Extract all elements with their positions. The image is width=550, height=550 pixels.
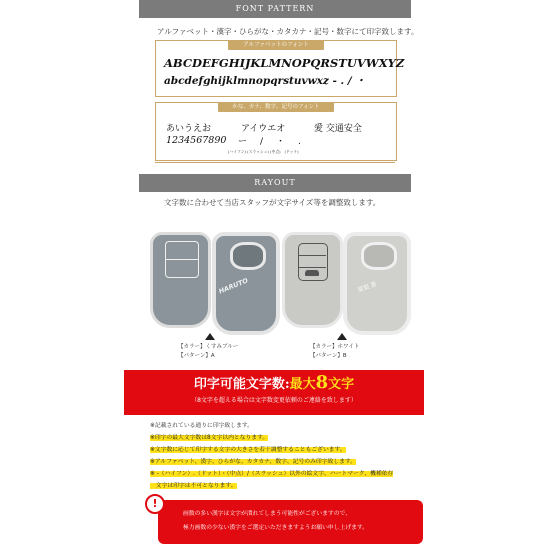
- note-3-text: ※文字数に応じて印字する文字の大きさを若干調整することもございます。: [150, 447, 346, 453]
- katakana-sample: アイウエオ: [241, 124, 286, 134]
- limit-max-suffix: 文字: [328, 377, 355, 392]
- kana-font-label: かな、カナ、数字、記号のフォント: [218, 102, 334, 112]
- key-b-front: [282, 232, 343, 328]
- digits-sample: 1234567890: [166, 135, 227, 146]
- kana-font-box: [155, 102, 397, 161]
- character-limit-banner: [124, 370, 424, 415]
- note-6: [150, 481, 237, 491]
- note-6-text: 文字は印字は不可となります。: [150, 483, 237, 489]
- button-divider: [298, 267, 326, 268]
- key-a-front: [150, 232, 211, 328]
- limit-heading: 印字可能文字数:: [193, 377, 290, 392]
- note-2: [150, 433, 268, 443]
- note-4-text: ※アルファベット、漢字、ひらがな、カタカナ、数字、記号のみ印字致します。: [150, 459, 357, 465]
- note-5-text: ※ -（ハイフン）.（ドット）・（中点）/（スラッシュ）以外の絵文字、ハートマーク、機種依存: [150, 471, 394, 477]
- exclamation-icon: !: [145, 494, 165, 514]
- key-b-engraving: 愛梨 蒼: [356, 280, 378, 295]
- alphabet-uppercase: ABCDEFGHIJKLMNOPQRSTUVWXYZ: [164, 56, 405, 70]
- font-divider: [155, 162, 395, 163]
- caption-b-pattern: 【パターン】B: [310, 353, 347, 359]
- font-pattern-intro: アルファベット・漢字・ひらがな・カタカナ・記号・数字にて印字致します。: [157, 27, 419, 36]
- note-1: ※記載されている通りに印字致します。: [150, 423, 253, 429]
- alphabet-lowercase: abcdefghijklmnopqrstuvwxz - . / ・: [164, 75, 366, 87]
- layout-banner: RAYOUT: [139, 174, 411, 192]
- symbol-names: (ハイフン) (スラッシュ) (中点) (ドット): [228, 149, 299, 154]
- key-b-back: [343, 232, 411, 335]
- kanji-sample: 愛 交通安全: [314, 124, 362, 134]
- symbols-sample: ー / ・ .: [238, 137, 303, 147]
- key-ring-hole-icon: [361, 242, 397, 270]
- pointer-arrow-b-icon: [337, 333, 347, 340]
- note-3: [150, 445, 346, 455]
- warning-box: [158, 500, 423, 544]
- caption-a-pattern: 【パターン】A: [178, 353, 215, 359]
- key-a-back: [212, 232, 280, 335]
- limit-max-prefix: 最大: [289, 377, 316, 392]
- pointer-arrow-a-icon: [205, 333, 215, 340]
- note-5: [150, 469, 393, 479]
- caption-a-color: 【カラー】くすみブルー: [178, 344, 239, 350]
- font-pattern-banner: FONT PATTERN: [139, 0, 411, 18]
- note-4: [150, 457, 356, 467]
- car-icon: [305, 270, 319, 276]
- button-divider: [298, 255, 326, 256]
- key-ring-hole-icon: [230, 242, 266, 270]
- lock-button-icon: [165, 241, 199, 260]
- hiragana-sample: あいうえお: [166, 124, 212, 134]
- alphabet-font-box: [155, 40, 405, 97]
- limit-max-value: 8: [315, 372, 329, 393]
- layout-intro: 文字数に合わせて当店スタッフが文字サイズ等を調整致します。: [164, 198, 381, 207]
- caption-b-color: 【カラー】ホワイト: [310, 344, 360, 350]
- unlock-button-icon: [165, 259, 199, 278]
- note-2-text: ※印字の最大文字数は8文字以内となります。: [150, 435, 269, 441]
- limit-subtext: （8文字を超える場合は文字数変更依頼のご連絡を致します）: [191, 397, 357, 404]
- key-a-engraving: HARUTO: [217, 276, 250, 296]
- alphabet-font-label: アルファベットのフォント: [228, 40, 324, 50]
- limit-heading-line: [124, 373, 424, 395]
- warning-line-2: 極力画数の少ない漢字をご選定いただきますようお願い申し上げます。: [183, 525, 369, 531]
- warning-line-1: 画数の多い漢字は文字が潰れてしまう可能性がございますので、: [183, 511, 351, 517]
